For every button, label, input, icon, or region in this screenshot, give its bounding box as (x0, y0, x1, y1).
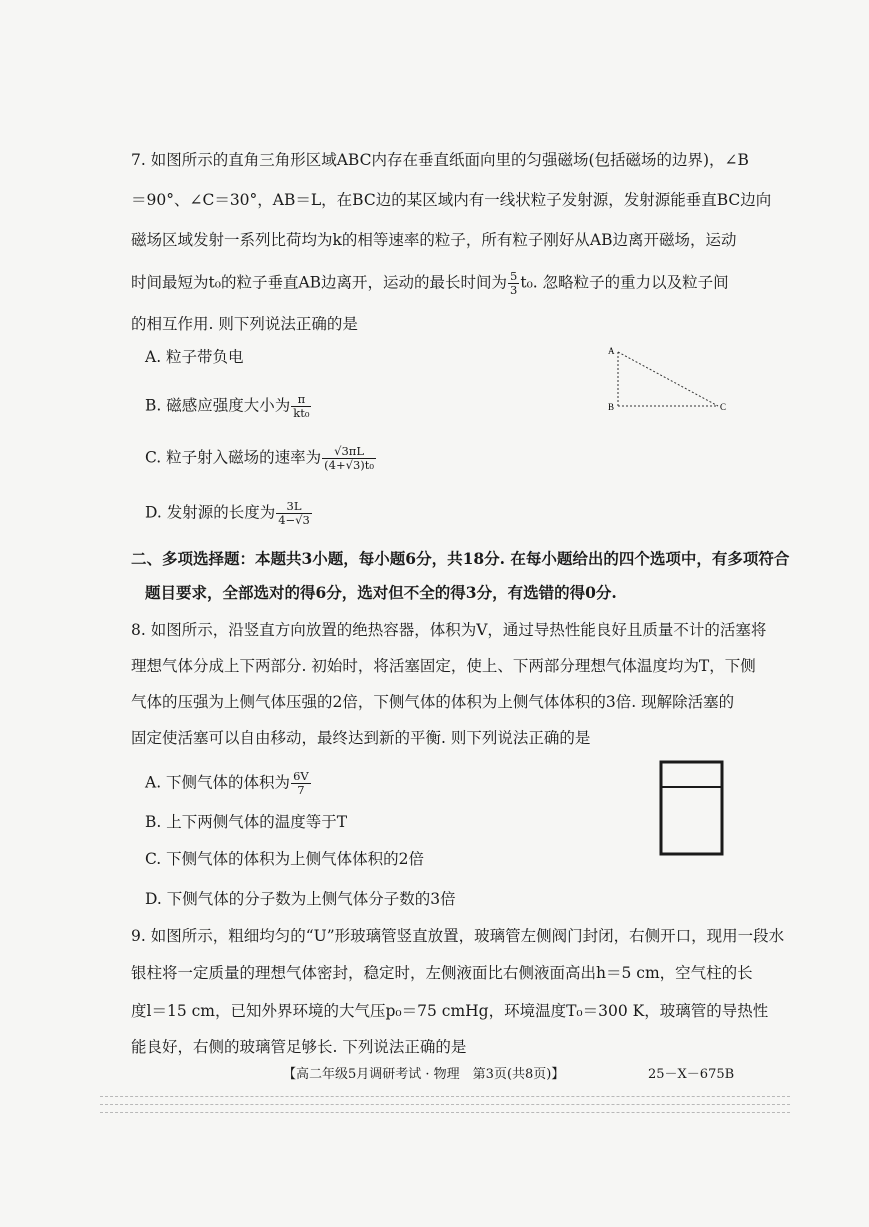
q7-option-d (145, 500, 313, 527)
q7-option-b (145, 393, 312, 420)
fraction-numerator: √3πL (322, 445, 376, 459)
footer-code: 25－X－675B (648, 1067, 735, 1082)
option-d-fraction (276, 500, 312, 527)
section-2-heading-line-2: 题目要求，全部选对的得6分，选对但不全的得3分，有选错的得0分. (145, 583, 617, 602)
q7-line-1: 7. 如图所示的直角三角形区域ABC内存在垂直纸面向里的匀强磁场(包括磁场的边界)，∠B (131, 151, 749, 169)
fraction-numerator: 5 (510, 269, 518, 283)
q8-line-4: 固定使活塞可以自由移动，最终达到新的平衡. 则下列说法正确的是 (131, 729, 591, 747)
fraction-denominator: 4−√3 (278, 513, 310, 527)
label-b: B (608, 402, 615, 412)
divider-line (100, 1096, 790, 1097)
q9-line-2: 银柱将一定质量的理想气体密封，稳定时，左侧液面比右侧液面高出h＝5 cm，空气柱的长 (131, 964, 753, 982)
fraction-numerator: 3L (276, 500, 312, 514)
container-figure (657, 758, 727, 858)
triangle-side-ac (618, 352, 718, 406)
footer-page-info: 【高二年级5月调研考试 · 物理 第3页(共8页)】 (283, 1067, 565, 1082)
option-text: B. 磁感应强度大小为 (145, 396, 291, 415)
q8-option-b: B. 上下两侧气体的温度等于T (145, 813, 348, 831)
q8-line-2: 理想气体分成上下两部分. 初始时，将活塞固定，使上、下两部分理想气体温度均为T，下侧 (131, 657, 756, 675)
fraction-denominator: (4+√3)t₀ (324, 458, 374, 472)
divider-line (100, 1104, 790, 1105)
triangle-figure (600, 340, 735, 415)
q9-line-4: 能良好，右侧的玻璃管足够长. 下列说法正确的是 (131, 1038, 467, 1056)
q7-option-c (145, 445, 377, 472)
option-a-fraction (291, 770, 311, 797)
q7-line-5: 的相互作用. 则下列说法正确的是 (131, 315, 358, 333)
option-b-fraction (291, 393, 311, 420)
q7-line-2: ＝90°、∠C＝30°，AB＝L，在BC边的某区域内有一线状粒子发射源，发射源能垂直BC边向 (131, 191, 772, 209)
container-wall (661, 762, 722, 854)
fraction-numerator: π (291, 393, 311, 407)
q8-option-c: C. 下侧气体的体积为上侧气体体积的2倍 (145, 850, 425, 868)
fraction-numerator: 6V (293, 769, 309, 783)
option-text: C. 粒子射入磁场的速率为 (145, 448, 322, 467)
q8-line-1: 8. 如图所示，沿竖直方向放置的绝热容器，体积为V，通过导热性能良好且质量不计的活塞将 (131, 621, 767, 639)
fraction-denominator: 7 (297, 783, 305, 797)
label-a: A (608, 346, 615, 356)
q8-line-3: 气体的压强为上侧气体压强的2倍，下侧气体的体积为上侧气体体积的3倍. 现解除活塞的 (131, 693, 735, 711)
q9-line-1: 9. 如图所示，粗细均匀的“U”形玻璃管竖直放置，玻璃管左侧阀门封闭，右侧开口，现用一段水 (131, 927, 785, 945)
fraction-denominator: kt₀ (293, 406, 310, 420)
q7-line-4-post: t₀. 忽略粒子的重力以及粒子间 (520, 273, 729, 292)
divider-line (100, 1112, 790, 1113)
option-text: A. 下侧气体的体积为 (145, 773, 291, 792)
q7-line-4 (131, 270, 729, 297)
section-2-heading-line-1: 二、多项选择题：本题共3小题，每小题6分，共18分. 在每小题给出的四个选项中，有多项符合 (131, 549, 790, 568)
q8-option-d: D. 下侧气体的分子数为上侧气体分子数的3倍 (145, 890, 456, 908)
option-text: D. 发射源的长度为 (145, 503, 276, 522)
fraction-denominator: 3 (510, 283, 518, 297)
label-c: C (720, 402, 727, 412)
q9-line-3: 度l＝15 cm，已知外界环境的大气压p₀＝75 cmHg，环境温度T₀＝300 K，玻璃管的导热性 (131, 1002, 769, 1020)
q7-fraction-5-3 (508, 270, 519, 297)
q8-option-a (145, 770, 312, 797)
q7-line-4-pre: 时间最短为t₀的粒子垂直AB边离开，运动的最长时间为 (131, 273, 508, 292)
q7-line-3: 磁场区域发射一系列比荷均为k的相等速率的粒子，所有粒子刚好从AB边离开磁场，运动 (131, 231, 737, 249)
option-c-fraction (322, 445, 376, 472)
q7-option-a: A. 粒子带负电 (145, 348, 244, 366)
